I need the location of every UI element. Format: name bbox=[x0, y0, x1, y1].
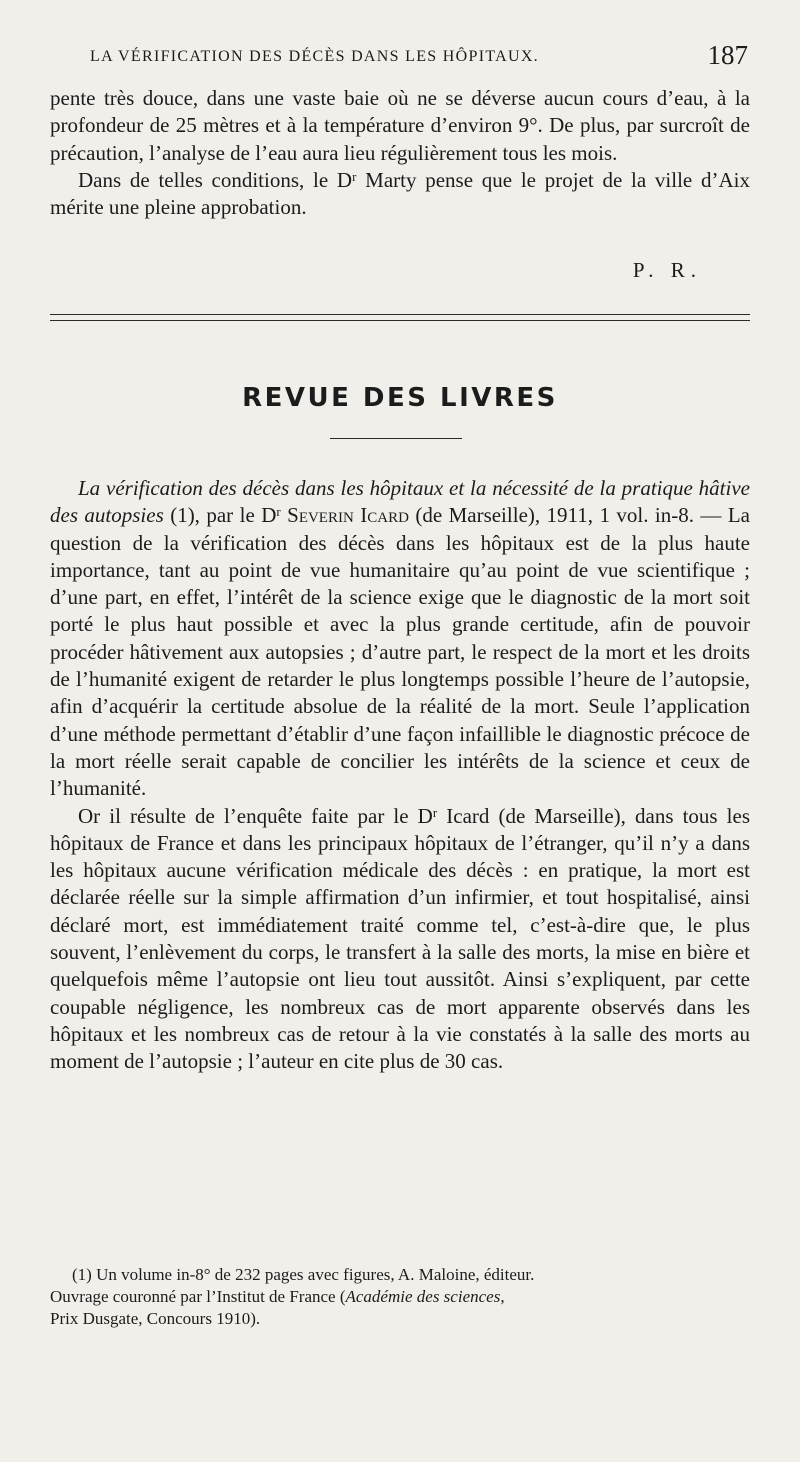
doctor-abbrev-sup: r bbox=[276, 504, 281, 520]
title-underline bbox=[330, 438, 462, 439]
review-paragraph bbox=[50, 803, 750, 1076]
footnote-line: Prix Dusgate, Concours 1910). bbox=[50, 1309, 261, 1328]
text-run: Or il résulte de l’enquête faite par le D bbox=[78, 803, 433, 828]
text-run: Dans de telles conditions, le D bbox=[78, 167, 353, 192]
page-header bbox=[60, 38, 750, 72]
page-number: 187 bbox=[707, 40, 748, 70]
footnote-line bbox=[50, 1286, 750, 1308]
footnote-line: (1) Un volume in-8° de 232 pages avec figures, A. Maloine, éditeur. bbox=[72, 1265, 535, 1284]
author-initials: P. R. bbox=[632, 258, 702, 282]
review-paragraph bbox=[50, 475, 750, 803]
footnote-reference: (1), par le D bbox=[163, 503, 277, 528]
continued-paragraph-conclusion bbox=[50, 167, 750, 222]
section-title: REVUE DES LIVRES bbox=[242, 383, 558, 413]
book-title: La vérification des décès dans les hôpitaux et la nécessité de la pratique hâtive des autopsies bbox=[50, 476, 750, 528]
text-run: Marty pense que le projet de la ville d’Aix mérite une pleine approbation. bbox=[50, 167, 750, 220]
text-run: Icard (de Marseille), dans tous les hôpitaux de France et dans les principaux hôpitaux de l’étranger, qu’il n’y a dans les hôpitaux aucune vérification médicale des décès : en pratique, la mort est déclarée réelle sur la simple affirmation d’un infirmier, et tout hospitalisé, ainsi déclaré mort, est immédiatement traité comme tel, c’est-à-dire que, le plus souvent, l’enlèvement du corps, le transfert à la salle des morts, la mise en bière et quelquefois même l’autopsie ont lieu tout aussitôt. Ainsi s’expliquent, par cette coupable négligence, les nombreux cas de mort apparente observés dans les hôpitaux et les nombreux cas de retour à la vie constatés à la salle des morts au moment de l’autopsie ; l’auteur en cite plus de 30 cas. bbox=[50, 803, 750, 1074]
continued-paragraph: pente très douce, dans une vaste baie où ne se déverse aucun cours d’eau, à la profondeur de 25 mètres et à la température d’environ 9°. De plus, par surcroît de précaution, l’analyse de l’eau aura lieu régulièrement tous les mois. bbox=[50, 86, 750, 165]
author-name: Severin Icard bbox=[280, 503, 409, 528]
double-rule-divider bbox=[50, 314, 750, 321]
doctor-abbrev-sup: r bbox=[352, 169, 357, 185]
text-run: , bbox=[500, 1287, 505, 1306]
text-run: Ouvrage couronné par l’Institut de France ( bbox=[50, 1287, 346, 1306]
continued-article bbox=[50, 85, 750, 221]
footnote bbox=[50, 1264, 750, 1330]
review-text: (de Marseille), 1911, 1 vol. in-8. — La question de la vérification des décès dans les hôpitaux est de la plus haute importance, tant au point de vue humanitaire qu’au point de vue scientifique ; d’une part, en effet, l’intérêt de la science exige que le diagnostic de la mort soit porté le plus haut possible et avec la plus grande certitude, afin de pouvoir procéder hâtivement aux autopsies ; d’autre part, le respect de la mort et les droits de l’humanité exigent de retarder le plus longtemps possible l’heure de l’autopsie, afin d’acquérir la certitude absolue de la réalité de la mort. Seule l’application d’une méthode permettant d’établir d’une façon infaillible le diagnostic précoce de la mort réelle serait capable de concilier les intérêts de la science et ceux de l’humanité. bbox=[50, 503, 750, 801]
doctor-abbrev-sup: r bbox=[432, 804, 438, 820]
institution-name: Académie des sciences bbox=[345, 1287, 501, 1306]
running-title: LA VÉRIFICATION DES DÉCÈS DANS LES HÔPITAUX. bbox=[90, 48, 539, 65]
book-review bbox=[50, 475, 750, 1076]
